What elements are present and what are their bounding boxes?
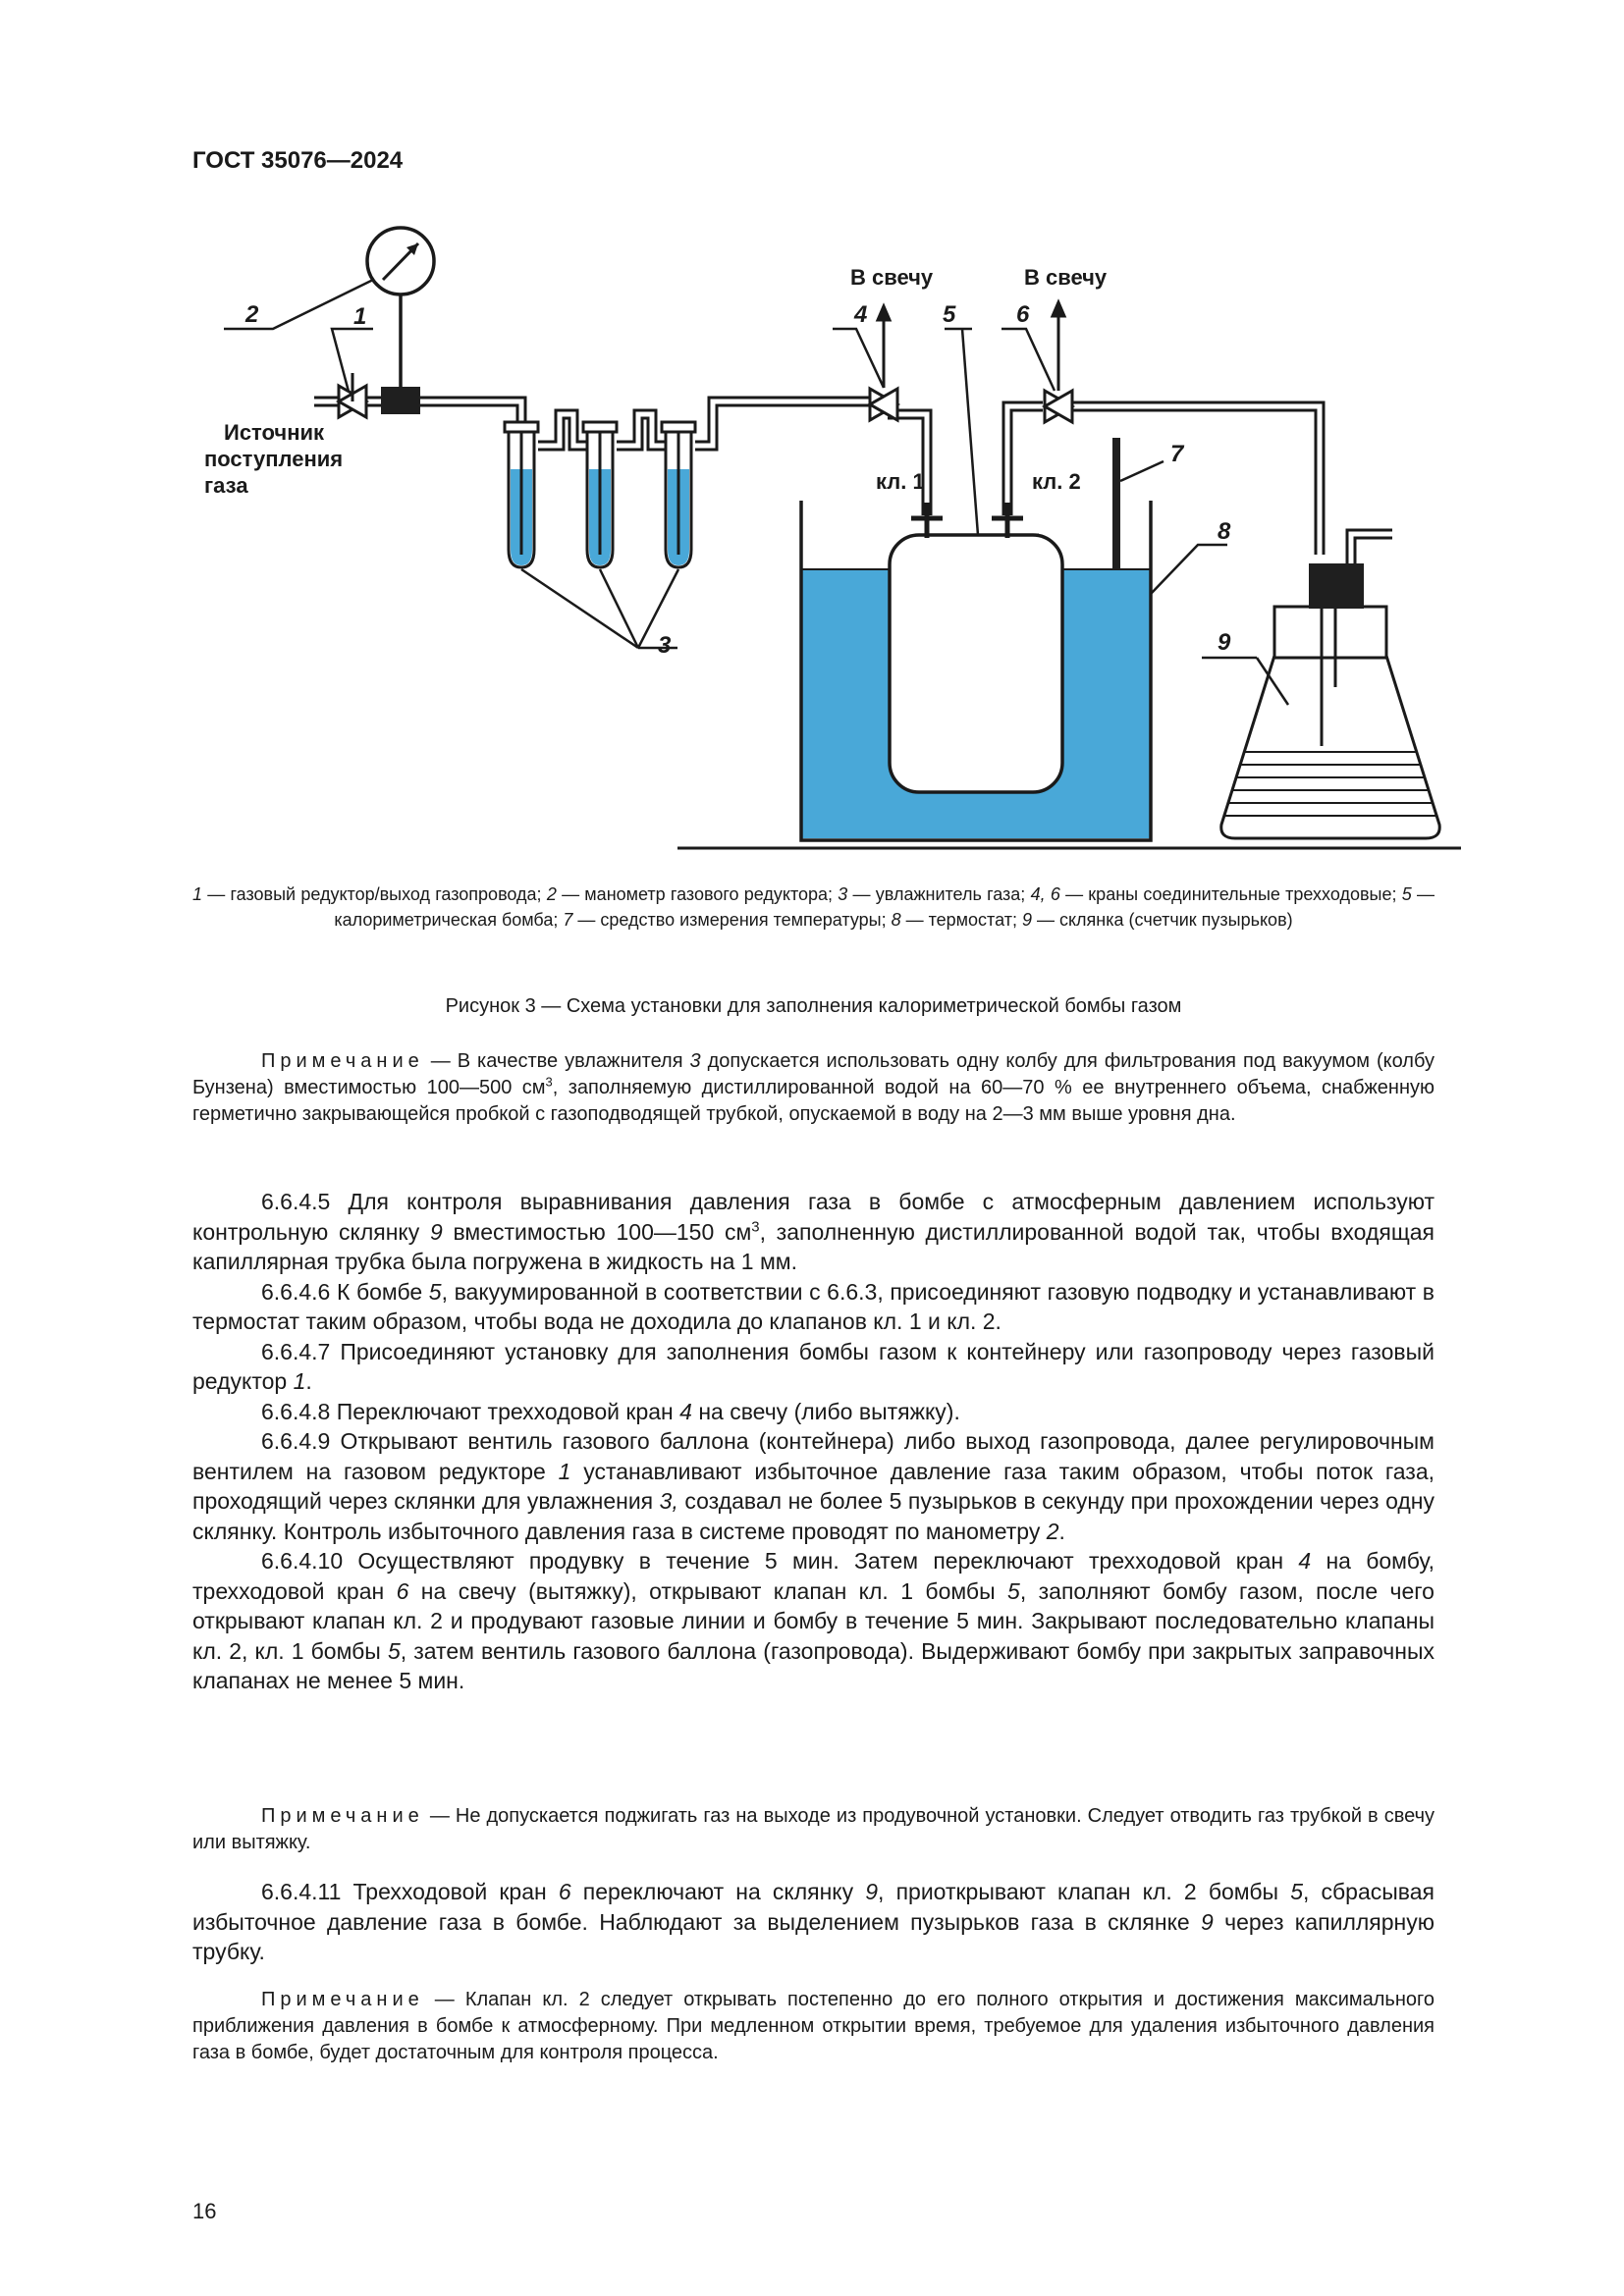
paragraph-6-6-4-6: 6.6.4.6 К бомбе 5, вакуумированной в соответствии с 6.6.3, присоединяют газовую подводку и устанавливают в термостат таким образом, чтобы вода не доходила до клапанов кл. 1 и кл. 2.	[192, 1278, 1435, 1334]
gas-filling-setup-diagram	[0, 0, 1624, 883]
vent-label-left: В свечу	[850, 265, 934, 290]
legend-item: 7 — средство измерения температуры;	[563, 910, 892, 930]
label-num-9: 9	[1218, 629, 1231, 656]
legend-item: 4, 6 — краны соединительные трехходовые;	[1030, 884, 1402, 904]
three-way-valve-4	[870, 389, 897, 420]
note-1: Примечание — В качестве увлажнителя 3 допускается использовать одну колбу для фильтрования под вакуумом (колбу Бунзена) вместимостью 100—500 $см^3$, заполняемую дистиллированной водой на 60—70 % ее внутреннего объема, снабженную герметично закрывающейся пробкой с газоподводящей трубкой, опускаемой в воду на 2—3 мм выше уровня дна.	[192, 1050, 1435, 1125]
gas-source-label-2: поступления	[204, 447, 344, 471]
legend-item: 2 — манометр газового редуктора;	[546, 884, 839, 904]
note-3: Примечание — Клапан кл. 2 следует открывать постепенно до его полного открытия и достижения максимального приближения давления в бомбе к атмосферному. При медленном открытии время, требуемое для удаления избыточного давления газа в бомбе, будет достаточным для контроля процесса.	[192, 1989, 1435, 2063]
legend-item: 1 — газовый редуктор/выход газопровода;	[192, 884, 547, 904]
label-num-7: 7	[1170, 441, 1184, 467]
note-2: Примечание — Не допускается поджигать газ на выходе из продувочной установки. Следует отводить газ трубкой в свечу или вытяжку.	[192, 1805, 1435, 1853]
figure-legend	[192, 881, 1435, 933]
vent-label-right: В свечу	[1024, 265, 1108, 290]
bomb-valve-2	[992, 503, 1023, 538]
three-way-valve-6	[1045, 391, 1072, 422]
label-num-5: 5	[943, 301, 956, 328]
legend-item: 5 — калориметрическая бомба;	[334, 884, 1435, 930]
figure-caption: Рисунок 3 — Схема установки для заполнения калориметрической бомбы газом	[445, 995, 1182, 1017]
valve-1-label: кл. 1	[876, 469, 925, 494]
document-code-header: ГОСТ 35076—2024	[192, 147, 404, 174]
page-number: 16	[192, 2199, 217, 2223]
legend-item: 3 — увлажнитель газа;	[838, 884, 1031, 904]
reducer-valve	[339, 373, 366, 417]
paragraph-6-6-4-9: 6.6.4.9 Открывают вентиль газового баллона (контейнера) либо выход газопровода, далее регулировочным вентилем на газовом редукторе 1 устанавливают избыточное давление газа таким образом, чтобы поток газа, проходящий через склянки для увлажнения 3, создавал не более 5 пузырьков в секунду при прохождении через одну склянку. Контроль избыточного давления газа в системе проводят по манометру 2.	[192, 1428, 1435, 1544]
paragraph-6-6-4-8: 6.6.4.8 Переключают трехходовой кран 4 на свечу (либо вытяжку).	[261, 1398, 960, 1424]
gas-source-label-3: газа	[204, 473, 248, 498]
label-num-3: 3	[658, 632, 672, 659]
legend-item: 9 — склянка (счетчик пузырьков)	[1021, 910, 1293, 930]
paragraph-6-6-4-7: 6.6.4.7 Присоединяют установку для заполнения бомбы газом к контейнеру или газопроводу через газовый редуктор 1.	[192, 1338, 1435, 1394]
legend-item: 8 — термостат;	[891, 910, 1022, 930]
paragraph-6-6-4-10: 6.6.4.10 Осуществляют продувку в течение 5 мин. Затем переключают трехходовой кран 4 на бомбу, трехходовой кран 6 на свечу (вытяжку), открывают клапан кл. 1 бомбы 5, заполняют бомбу газом, после чего открывают клапан кл. 2 и продувают газовые линии и бомбу в течение 5 мин. Закрывают последовательно клапаны кл. 2, кл. 1 бомбы 5, затем вентиль газового баллона (газопровода). Выдерживают бомбу при закрытых заправочных клапанах не менее 5 мин.	[192, 1548, 1435, 1693]
label-num-1: 1	[353, 303, 367, 330]
tee-connector	[381, 387, 420, 414]
paragraph-6-6-4-5: 6.6.4.5 Для контроля выравнивания давления газа в бомбе с атмосферным давлением используют контрольную склянку 9 вместимостью 100—150 $см^3$, заполненную дистиллированной водой так, чтобы входящая капиллярная трубка была погружена в жидкость на 1 мм.	[192, 1189, 1435, 1274]
flask-stopper	[1309, 563, 1364, 609]
label-num-6: 6	[1016, 301, 1030, 328]
bomb-valve-1	[911, 503, 943, 538]
calorimetric-bomb	[890, 535, 1062, 792]
label-num-4: 4	[854, 301, 868, 328]
label-num-2: 2	[245, 301, 259, 328]
body-paragraphs	[192, 1187, 1435, 1696]
valve-2-label: кл. 2	[1032, 469, 1081, 494]
paragraph-6-6-4-11-block	[192, 1877, 1435, 1967]
label-num-8: 8	[1218, 518, 1231, 545]
gas-source-label: Источник	[224, 420, 325, 445]
thermometer	[1112, 438, 1120, 569]
paragraph-6-6-4-11: 6.6.4.11 Трехходовой кран 6 переключают на склянку 9, приоткрывают клапан кл. 2 бомбы 5, сбрасывая избыточное давление газа в бомбе. Наблюдают за выделением пузырьков газа в склянке 9 через капиллярную трубку.	[192, 1879, 1435, 1964]
